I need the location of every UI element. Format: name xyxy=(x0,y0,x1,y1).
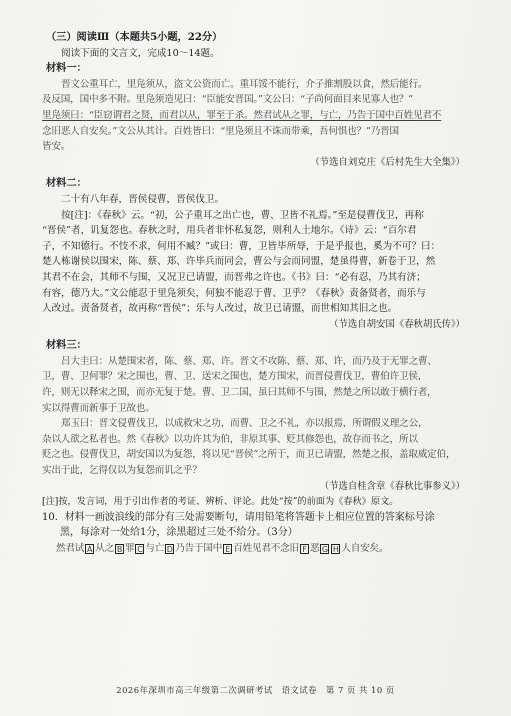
sentence-segment: 罪 xyxy=(124,543,135,554)
material-2-heading: 材料二： xyxy=(46,177,87,190)
answer-box-b[interactable]: B xyxy=(116,544,123,554)
material-1-line xyxy=(42,108,473,124)
material-1-source: （节选自刘克庄《后村先生大全集》） xyxy=(310,156,465,168)
answer-box-d[interactable]: D xyxy=(166,544,173,554)
material-2-line: 其君不在会，其师不与围，又况卫已请盟，而晋弗之许也。《书》曰：“必有忍，乃其有济； xyxy=(42,271,426,283)
material-1-line xyxy=(42,124,473,140)
material-3-line: 实出于此，乞得仅以为复怨而讥之乎？ xyxy=(42,465,202,477)
material-3-line: 杂以人欲之私者也。然《春秋》以功许其为伯，非原其事、贬其修怨也，故存而书之，所以 xyxy=(42,433,418,445)
answer-box-h[interactable]: H xyxy=(332,544,339,554)
answer-box-g[interactable]: G xyxy=(321,544,328,554)
material-2-line: “晋侯”者，讥复怨也。春秋之时，用兵者非怀私复怨，则利人土地尔。《诗》云：“百尔君 xyxy=(42,225,417,237)
question-10-line: 10．材料一画波浪线的部分有三处需要断句，请用铅笔将答题卡上相应位置的答案标号涂 xyxy=(42,511,435,523)
answer-box-a[interactable]: A xyxy=(87,544,93,554)
answer-box-e[interactable]: E xyxy=(223,544,232,554)
wavy-underlined-passage: 里凫须曰：“臣窃谓君之贤，而君以从，罪至于杀。然君试从之罪，与亡，乃告于国中百姓见君不 xyxy=(42,109,442,121)
material-3-line: 吕大圭曰：从楚围宋者，陈、蔡、郑、许。晋文不攻陈、蔡、郑、许，而乃及于无罪之曹、 xyxy=(61,355,437,367)
page-footer: 2026年深圳市高三年级第二次调研考试 语文试卷 第 7 页 共 10 页 xyxy=(116,685,395,695)
sentence-segment: 国中 xyxy=(203,543,223,554)
sentence-segment: 然君试 xyxy=(56,543,85,554)
material-2-line: 二十有八年春，晋侯侵曹，晋侯伐卫。 xyxy=(61,193,225,205)
material-2-line: 按[注]：《春秋》云。“初，公子重耳之出亡也，曹、卫皆不礼焉。”至是侵曹伐卫，再称 xyxy=(61,209,424,221)
answer-box-row xyxy=(42,541,473,557)
sentence-segment: 与亡 xyxy=(145,543,165,554)
sentence-segment: 不念旧 xyxy=(270,543,299,554)
material-3-line: 郑玉曰：晋文侵曹伐卫，以成救宋之功，而曹、卫之不礼，亦以报焉，所谓假义理之公， xyxy=(61,418,428,430)
sentence-segment: 从之 xyxy=(95,543,114,554)
answer-box-f[interactable]: F xyxy=(300,544,309,554)
material-1-heading: 材料一： xyxy=(46,62,87,75)
material-1-line: 皆安。 xyxy=(42,141,71,153)
sentence-segment: 百姓见君 xyxy=(233,543,271,554)
material-3-source: （节选自桂含章《春秋比事参义》） xyxy=(319,480,465,492)
material-3-line: 实以得曹而新事于卫故也。 xyxy=(42,402,155,414)
reading-instruction: 阅读下面的文言文，完成10～14题。 xyxy=(61,47,220,59)
material-3-heading: 材料三： xyxy=(46,339,87,352)
material-2-line: 人改过。责备贤者，故再称“晋侯”；乐与人改过，故卫已请盟，而世相知其旧之也。 xyxy=(42,303,398,315)
material-3-line: 卫，曹、卫何罪？宋之围也，曹、卫、送宋之围也，楚方围宋，而晋侵曹伐卫，曹伯许卫侯， xyxy=(42,371,428,383)
sentence-segment-tail: 人自安矣。 xyxy=(341,543,389,554)
sentence-segment: 恶 xyxy=(309,543,320,554)
material-2-line: 楚人栋谢侯以围宋，陈、蔡、郑、许毕兵而同会，曹公与会而同盟，楚虽得曹，新卷于卫，然 xyxy=(42,256,436,268)
material-1-text: 念旧恶人自安矣。”文公从其计。百姓皆曰：“里凫须且不诛而带乘，吾何惧也？”乃晋国 xyxy=(42,125,399,137)
material-1-line: 晋文公重耳亡，里凫须从，盗文公资而亡。重耳馁不能行，介子推割股以食，然后能行。 xyxy=(61,78,428,90)
material-2-line: 有容，德乃大。”文公能忍于里凫须矣，何独不能忍于曹、卫乎？《春秋》责备贤者，而乐与 xyxy=(42,287,426,299)
material-3-line: 贬之也。侵曹伐卫，胡安国以为复怨，将以见“晋侯”之所于，而卫已请盟，然楚之报，盖取威定伯， xyxy=(42,449,456,461)
material-2-source: （节选自胡安国《春秋胡氏传》） xyxy=(329,318,465,330)
material-3-line: 许，则无以释宋之围，而亦无复于楚。曹、卫二国，虽曰其师不与围，然楚之所以敢于横行者， xyxy=(42,387,437,399)
section-title: （三）阅读Ⅲ（本题共5小题，22分） xyxy=(46,31,223,43)
annotation-note: [注]按，发言词，用于引出作者的考证、辨析、评论。此处“按”的前面为《春秋》原文。 xyxy=(42,496,399,508)
material-2-line: 子，不知德行。不忮不求，何用不臧？”或曰：曹，卫皆毕所辱，于是乎报也，奚为不可？曰： xyxy=(42,240,441,252)
material-1-line: 及反国，国中多不附。里凫须造见曰：“臣能安晋国。”文公曰：“子尚何面目来见寡人也？” xyxy=(42,94,413,106)
question-10-line: 黑，每涂对一处给1分，涂黑超过三处不给分。（3分） xyxy=(60,527,298,539)
sentence-segment: 乃告于 xyxy=(175,543,204,554)
answer-box-c[interactable]: C xyxy=(137,544,143,554)
